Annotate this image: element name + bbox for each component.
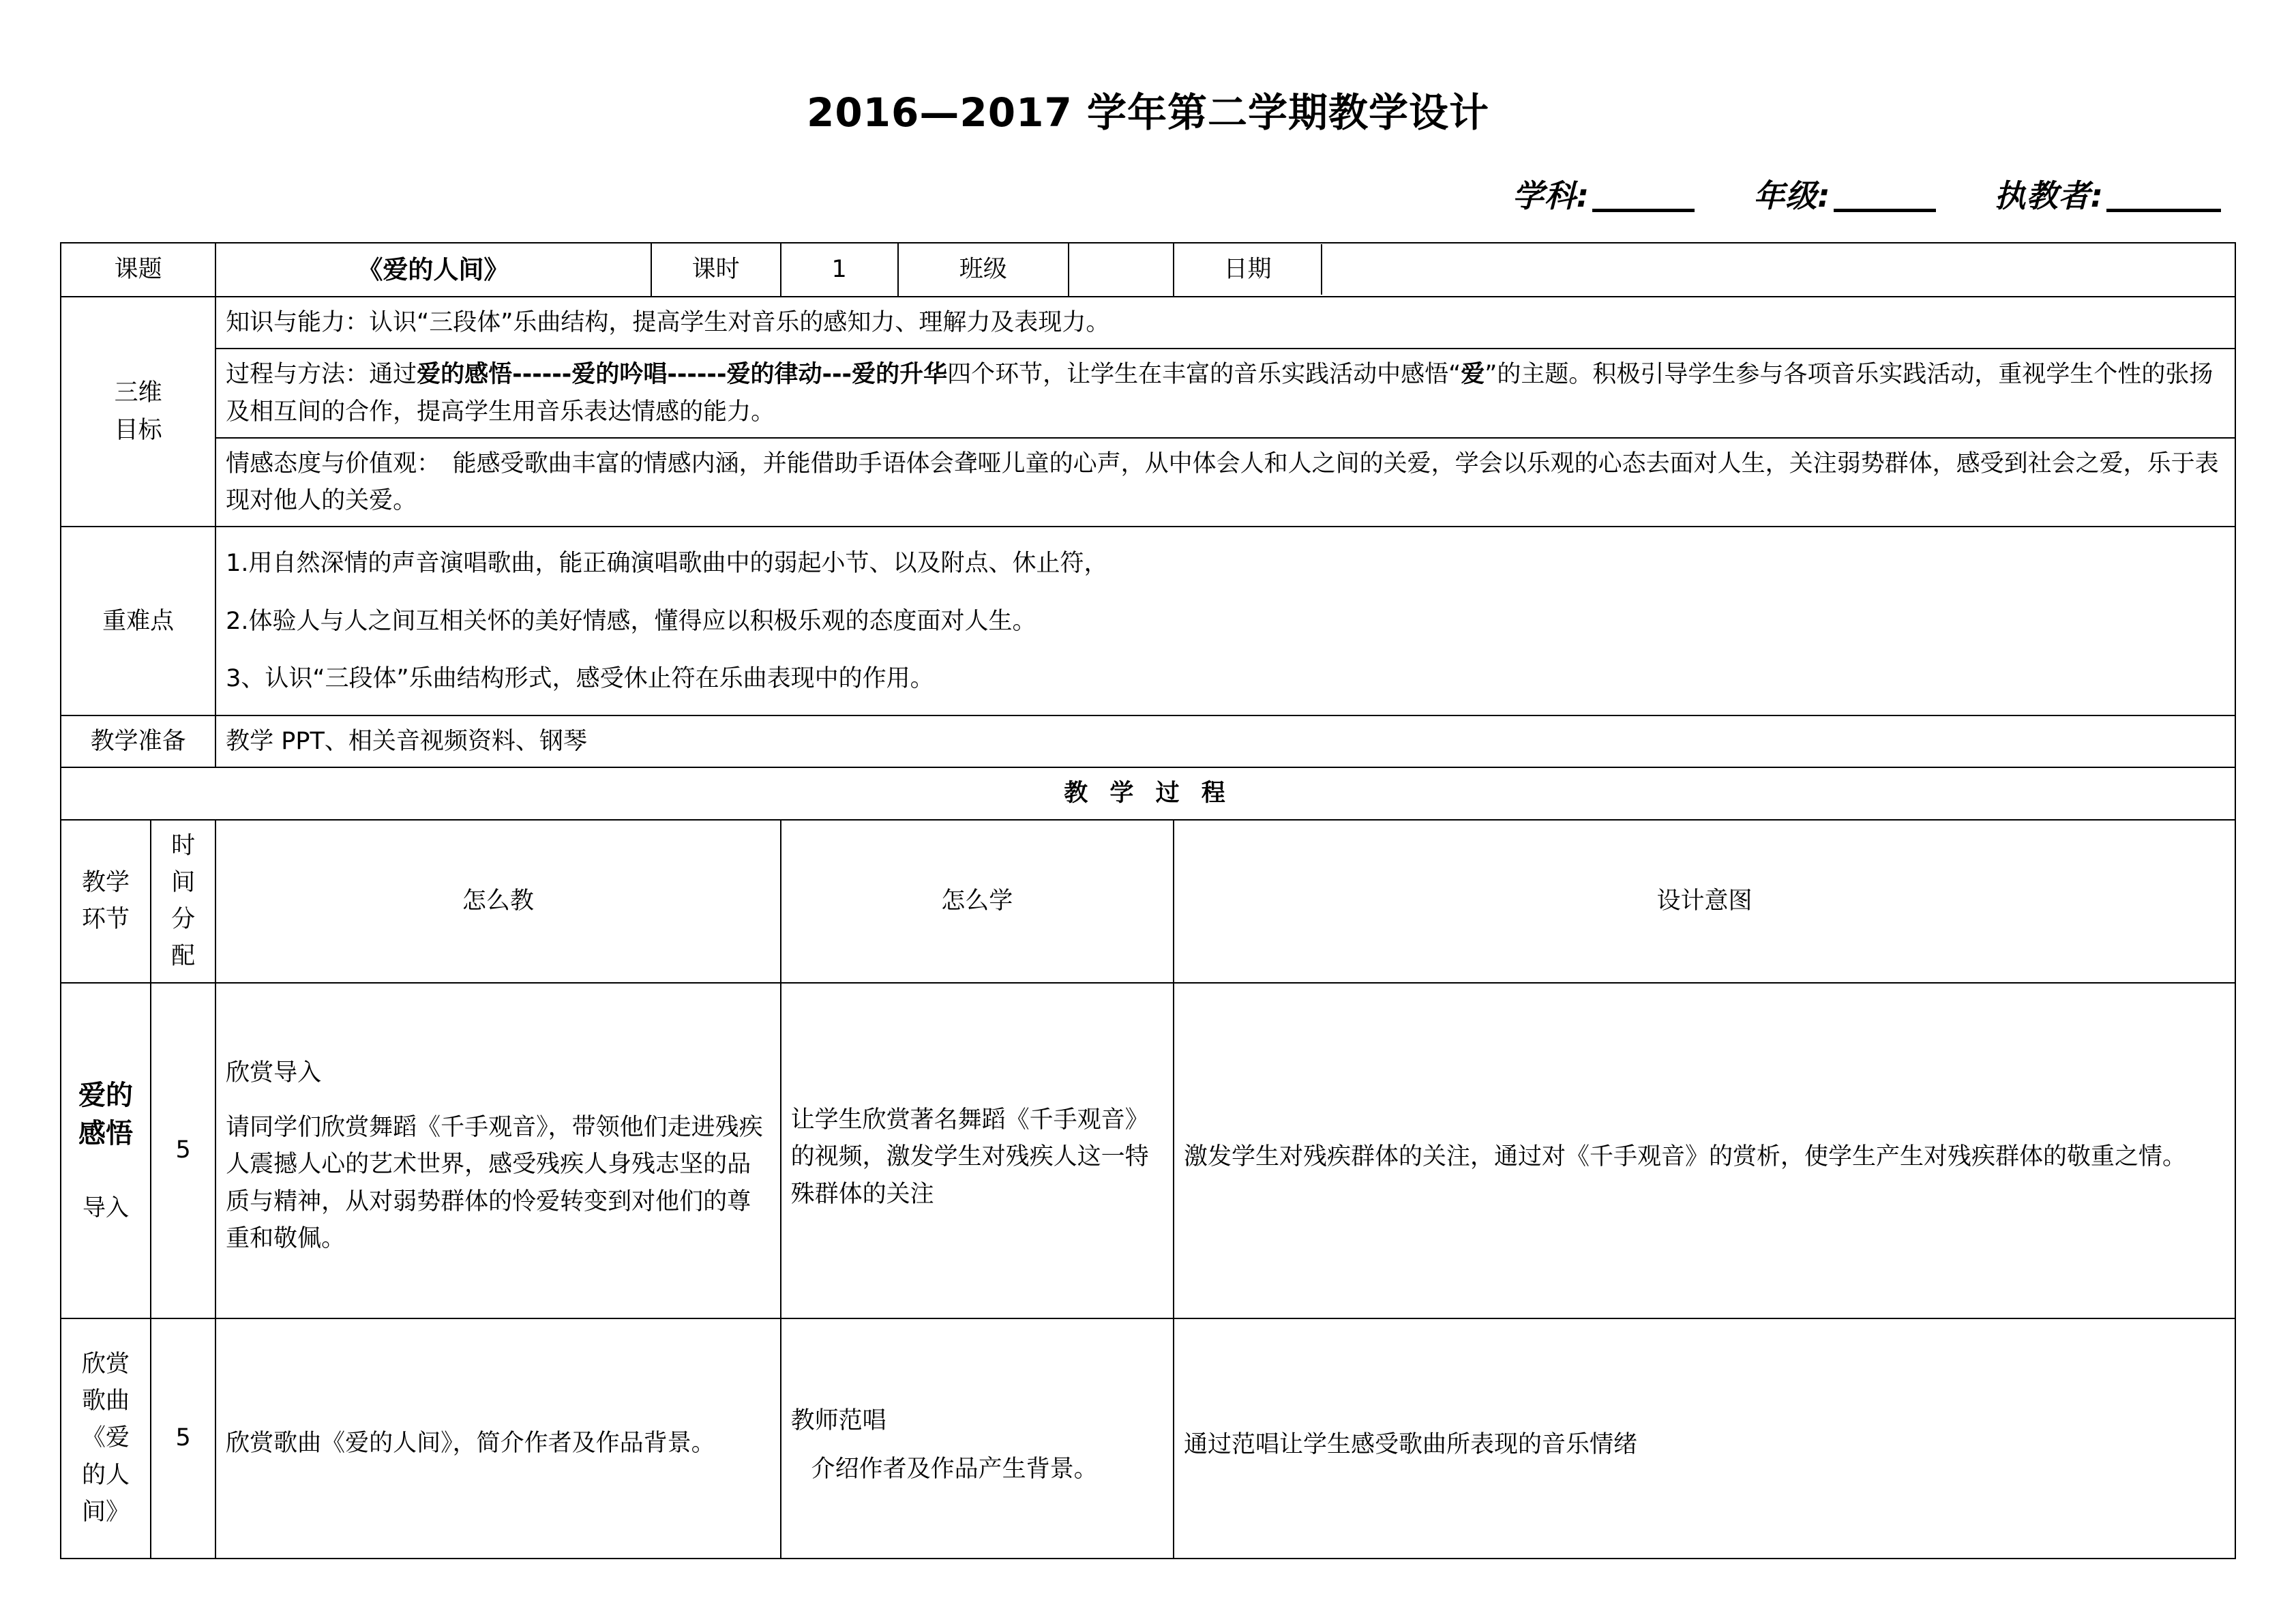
table-row-process-2 — [61, 1318, 2235, 1559]
objective-process-middle: 四个环节，让学生在丰富的音乐实践活动中感悟“ — [947, 361, 1461, 389]
objective-knowledge-prefix: 知识与能力： — [226, 309, 370, 337]
header-how-to-learn: 怎么学 — [781, 820, 1174, 983]
header-stage: 教学环节 — [61, 820, 151, 983]
preparation-value: 教学 PPT、相关音视频资料、钢琴 — [215, 715, 2235, 767]
objectives-label — [61, 297, 215, 527]
row1-teach-heading: 欣赏导入 — [226, 1059, 322, 1087]
objectives-label-line2: 目标 — [114, 416, 162, 444]
row1-teach — [215, 983, 780, 1318]
objective-attitude-prefix: 情感态度与价值观： — [226, 449, 429, 477]
page-title: 2016—2017 学年第二学期教学设计 — [806, 89, 1490, 136]
table-row-objective-3 — [61, 438, 2235, 527]
teacher-label: 执教者: — [1994, 177, 2104, 214]
row2-learn — [781, 1318, 1174, 1559]
teacher-blank[interactable] — [2106, 209, 2221, 212]
table-row-key-points — [61, 527, 2235, 715]
date-cell — [1174, 243, 2235, 297]
row1-stage — [61, 983, 151, 1318]
subject-blank[interactable] — [1592, 209, 1695, 212]
key-point-item-1: 1.用自然深情的声音演唱歌曲，能正确演唱歌曲中的弱起小节、以及附点、休止符， — [226, 550, 1108, 578]
row2-learn-sub: 介绍作者及作品产生背景。 — [811, 1455, 1098, 1483]
header-how-to-teach: 怎么教 — [215, 820, 780, 983]
row1-time: 5 — [151, 983, 215, 1318]
row2-teach — [215, 1318, 780, 1559]
subject-field[interactable] — [1512, 171, 1695, 216]
row2-stage — [61, 1318, 151, 1559]
objective-process-after: ”的主题。积极引导学生参与各项音乐实践活动，重视学生个性的张扬及相互间的合作，提高学生用音乐表达情感的能力。 — [226, 361, 2213, 426]
row2-intent: 通过范唱让学生感受歌曲所表现的音乐情绪 — [1174, 1318, 2235, 1559]
teacher-field[interactable] — [1995, 171, 2221, 216]
header-fields — [60, 136, 2236, 216]
row2-teach-body: 欣赏歌曲《爱的人间》，简介作者及作品背景。 — [226, 1430, 715, 1458]
grade-field[interactable] — [1753, 171, 1935, 216]
class-label: 班级 — [898, 243, 1069, 297]
row1-learn-body: 让学生欣赏著名舞蹈《千手观音》的视频，激发学生对残疾人这一特殊群体的关注 — [790, 1106, 1149, 1208]
key-point-item-3: 3、认识“三段体”乐曲结构形式，感受休止符在乐曲表现中的作用。 — [226, 664, 934, 692]
header-time — [151, 820, 215, 983]
objective-knowledge-text: 认识“三段体”乐曲结构，提高学生对音乐的感知力、理解力及表现力。 — [369, 309, 1110, 337]
topic-value: 《爱的人间》 — [215, 243, 651, 297]
table-row-process-headers — [61, 820, 2235, 983]
table-row-process-1 — [61, 983, 2235, 1318]
date-label: 日期 — [1174, 244, 1322, 295]
row1-stage-sub: 导入 — [83, 1194, 130, 1222]
table-row-objective-2 — [61, 349, 2235, 438]
period-value: 1 — [781, 243, 898, 297]
header-time-line2: 分配 — [171, 906, 196, 971]
row1-intent: 激发学生对残疾群体的关注，通过对《千手观音》的赏析，使学生产生对残疾群体的敬重之情。 — [1174, 983, 2235, 1318]
table-row-preparation — [61, 715, 2235, 767]
row1-stage-name: 爱的感悟 — [78, 1079, 134, 1149]
grade-label: 年级: — [1753, 177, 1831, 214]
class-value[interactable] — [1069, 243, 1174, 297]
row1-teach-body: 请同学们欣赏舞蹈《千手观音》，带领他们走进残疾人震撼人心的艺术世界，感受残疾人身残志坚的品质与精神，从对弱势群体的怜爱转变到对他们的尊重和敬佩。 — [226, 1114, 763, 1252]
key-points-label: 重难点 — [61, 527, 215, 715]
objective-process-before: 通过 — [369, 361, 417, 389]
row2-time: 5 — [151, 1318, 215, 1559]
row1-learn — [781, 983, 1174, 1318]
row2-stage-name: 欣赏歌曲《爱的人间》 — [82, 1350, 130, 1526]
table-row-info — [61, 243, 2235, 297]
objective-process-prefix: 过程与方法： — [226, 361, 370, 389]
row2-learn-body: 教师范唱 — [790, 1407, 886, 1435]
lesson-plan-table — [60, 242, 2236, 1559]
key-point-item-2: 2.体验人与人之间互相关怀的美好情感，懂得应以积极乐观的态度面对人生。 — [226, 607, 1037, 635]
objective-process-bold-segment: 爱的感悟------爱的吟唱------爱的律动---爱的升华 — [417, 361, 948, 389]
process-banner: 教 学 过 程 — [61, 767, 2235, 819]
objectives-label-line1: 三维 — [114, 379, 162, 407]
key-points-list — [215, 527, 2235, 715]
objective-process — [215, 349, 2235, 438]
objective-attitude — [215, 438, 2235, 527]
period-label: 课时 — [651, 243, 781, 297]
table-row-objective-1 — [61, 297, 2235, 349]
header-time-line1: 时间 — [171, 831, 196, 896]
objective-attitude-text: 能感受歌曲丰富的情感内涵，并能借助手语体会聋哑儿童的心声，从中体会人和人之间的关爱，学会以乐观的心态去面对人生，关注弱势群体，感受到社会之爱，乐于表现对他人的关爱。 — [226, 449, 2219, 515]
objective-process-bold-word: 爱 — [1461, 361, 1485, 389]
preparation-label: 教学准备 — [61, 715, 215, 767]
topic-label: 课题 — [61, 243, 215, 297]
table-row-process-banner — [61, 767, 2235, 819]
subject-label: 学科: — [1512, 177, 1590, 214]
objective-knowledge — [215, 297, 2235, 349]
grade-blank[interactable] — [1834, 209, 1936, 212]
header-design-intent: 设计意图 — [1174, 820, 2235, 983]
